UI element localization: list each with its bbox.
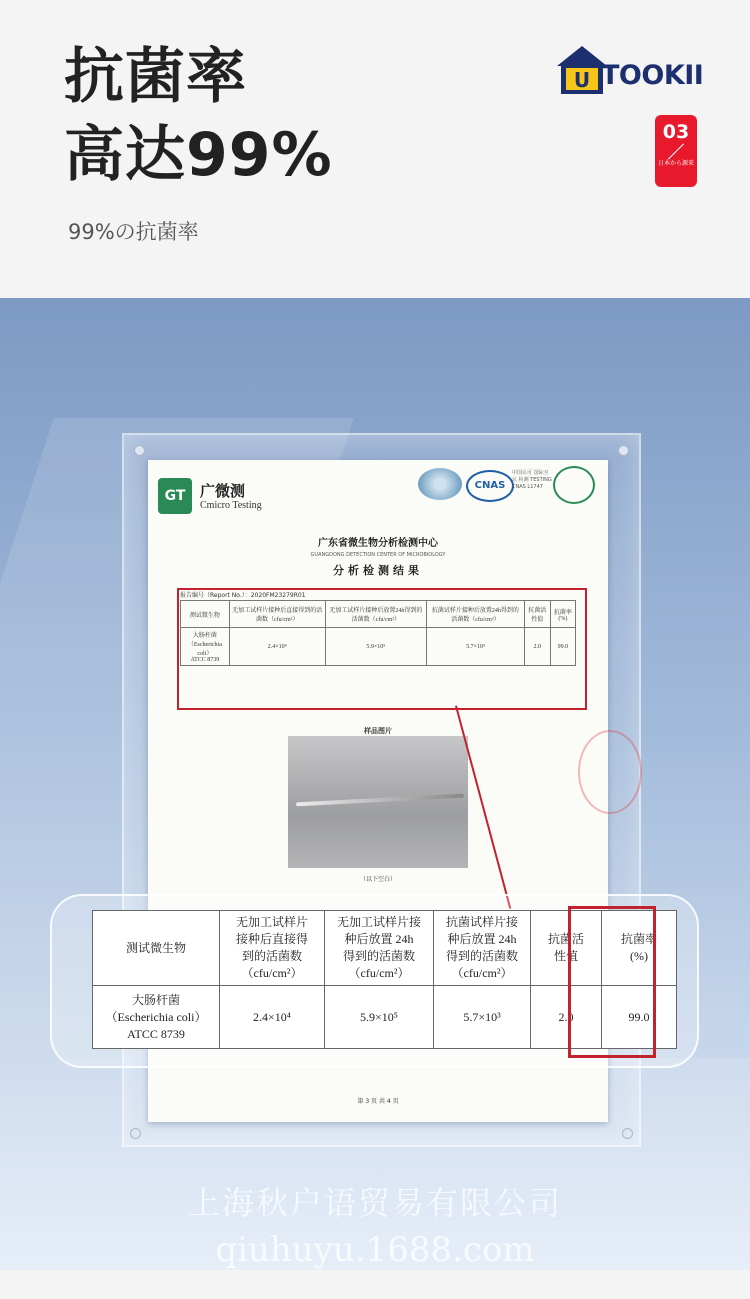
headline bbox=[64, 38, 333, 194]
value-cell: 5.7×10³ bbox=[427, 628, 525, 666]
cma-logo-icon bbox=[553, 466, 595, 504]
value-cell: 2.0 bbox=[531, 986, 602, 1049]
sample-note: （以下空白） bbox=[359, 876, 396, 883]
document-title-en: GUANGDONG DETECTION CENTER OF MICROBIOLOGY bbox=[310, 552, 446, 558]
badge-tag: 日本から源来 bbox=[657, 160, 694, 167]
subtitle: 99%の抗菌率 bbox=[68, 220, 199, 244]
value-cell: 2.4×10⁴ bbox=[220, 986, 325, 1049]
cnas-text: 中国认可 国际互认 检测 TESTING CNAS L1747 bbox=[512, 470, 552, 490]
organism-cell: 大肠杆菌 （Escherichia coli） ATCC 8739 bbox=[93, 986, 220, 1049]
headline-line-2: 高达99% bbox=[64, 120, 333, 190]
sample-title: 样品图片 bbox=[364, 727, 392, 735]
headline-line-1: 抗菌率 bbox=[64, 42, 247, 112]
product-scene bbox=[0, 298, 750, 1270]
screw-icon bbox=[622, 1128, 633, 1139]
highlight-box-rate bbox=[568, 906, 656, 1058]
header bbox=[0, 0, 750, 298]
ilac-mra-logo-icon bbox=[418, 468, 462, 500]
report-number: 报告编号（Report No.）：2020FM23279R01 bbox=[180, 592, 306, 599]
lab-name-en: Cmicro Testing bbox=[200, 500, 262, 511]
highlight-box-small bbox=[177, 588, 587, 710]
value-cell: 5.9×10⁵ bbox=[325, 628, 426, 666]
value-cell: 2.4×10⁴ bbox=[229, 628, 325, 666]
section-badge bbox=[655, 115, 697, 187]
header-cell: 抗菌试样片接 种后放置 24h 得到的活菌数 （cfu/cm²） bbox=[434, 911, 531, 986]
bottom-strip bbox=[0, 1270, 750, 1299]
badge-number: 03 bbox=[662, 121, 690, 143]
document-subtitle: 分析检测结果 bbox=[333, 564, 423, 577]
screw-icon bbox=[130, 1128, 141, 1139]
header-cell: 测试微生物 bbox=[93, 911, 220, 986]
header-cell: 抗菌活 性值 bbox=[531, 911, 602, 986]
value-cell: 5.7×10³ bbox=[434, 986, 531, 1049]
organism-cell: 大肠杆菌 （Escherichia coli） ATCC 8739 bbox=[181, 628, 230, 666]
watermark-url: qiuhuyu.1688.com bbox=[215, 1230, 535, 1270]
header-cell: 抗菌活性值 bbox=[524, 601, 550, 628]
antibacterial-rate-cell: 99.0 bbox=[602, 986, 677, 1049]
header-cell: 无加工试样片接 种后放置 24h 得到的活菌数 （cfu/cm²） bbox=[325, 911, 434, 986]
chopstick-image bbox=[296, 794, 464, 807]
header-cell: 抗菌率(%) bbox=[550, 601, 575, 628]
header-cell: 抗菌率 (%) bbox=[602, 911, 677, 986]
header-cell: 测试微生物 bbox=[181, 601, 230, 628]
header-cell: 无加工试样片接种后直接得到的活菌数（cfu/cm²） bbox=[229, 601, 325, 628]
page-number: 第 3 页 共 4 页 bbox=[357, 1098, 399, 1105]
document-title: 广东省微生物分析检测中心 bbox=[318, 538, 438, 549]
brand-letter: U bbox=[573, 68, 591, 92]
watermark-company: 上海秋户语贸易有限公司 bbox=[187, 1184, 562, 1222]
sample-photo bbox=[288, 736, 468, 868]
lab-logo: GT bbox=[158, 478, 192, 514]
lab-name-cn: 广微测 bbox=[200, 482, 246, 500]
cnas-logo: CNAS bbox=[466, 470, 514, 502]
value-cell: 2.0 bbox=[524, 628, 550, 666]
header-cell: 无加工试样片接种后放置24h得到的活菌数（cfu/cm²） bbox=[325, 601, 426, 628]
header-cell: 抗菌试样片接种后放置24h得到的活菌数（cfu/cm²） bbox=[427, 601, 525, 628]
screw-icon bbox=[134, 445, 145, 456]
value-cell: 5.9×10⁵ bbox=[325, 986, 434, 1049]
header-cell: 无加工试样片 接种后直接得 到的活菌数 （cfu/cm²） bbox=[220, 911, 325, 986]
screw-icon bbox=[618, 445, 629, 456]
red-seal-stamp bbox=[578, 730, 642, 814]
brand-logo bbox=[555, 44, 715, 100]
brand-name: TOOKII bbox=[601, 60, 704, 91]
value-cell: 99.0 bbox=[550, 628, 575, 666]
